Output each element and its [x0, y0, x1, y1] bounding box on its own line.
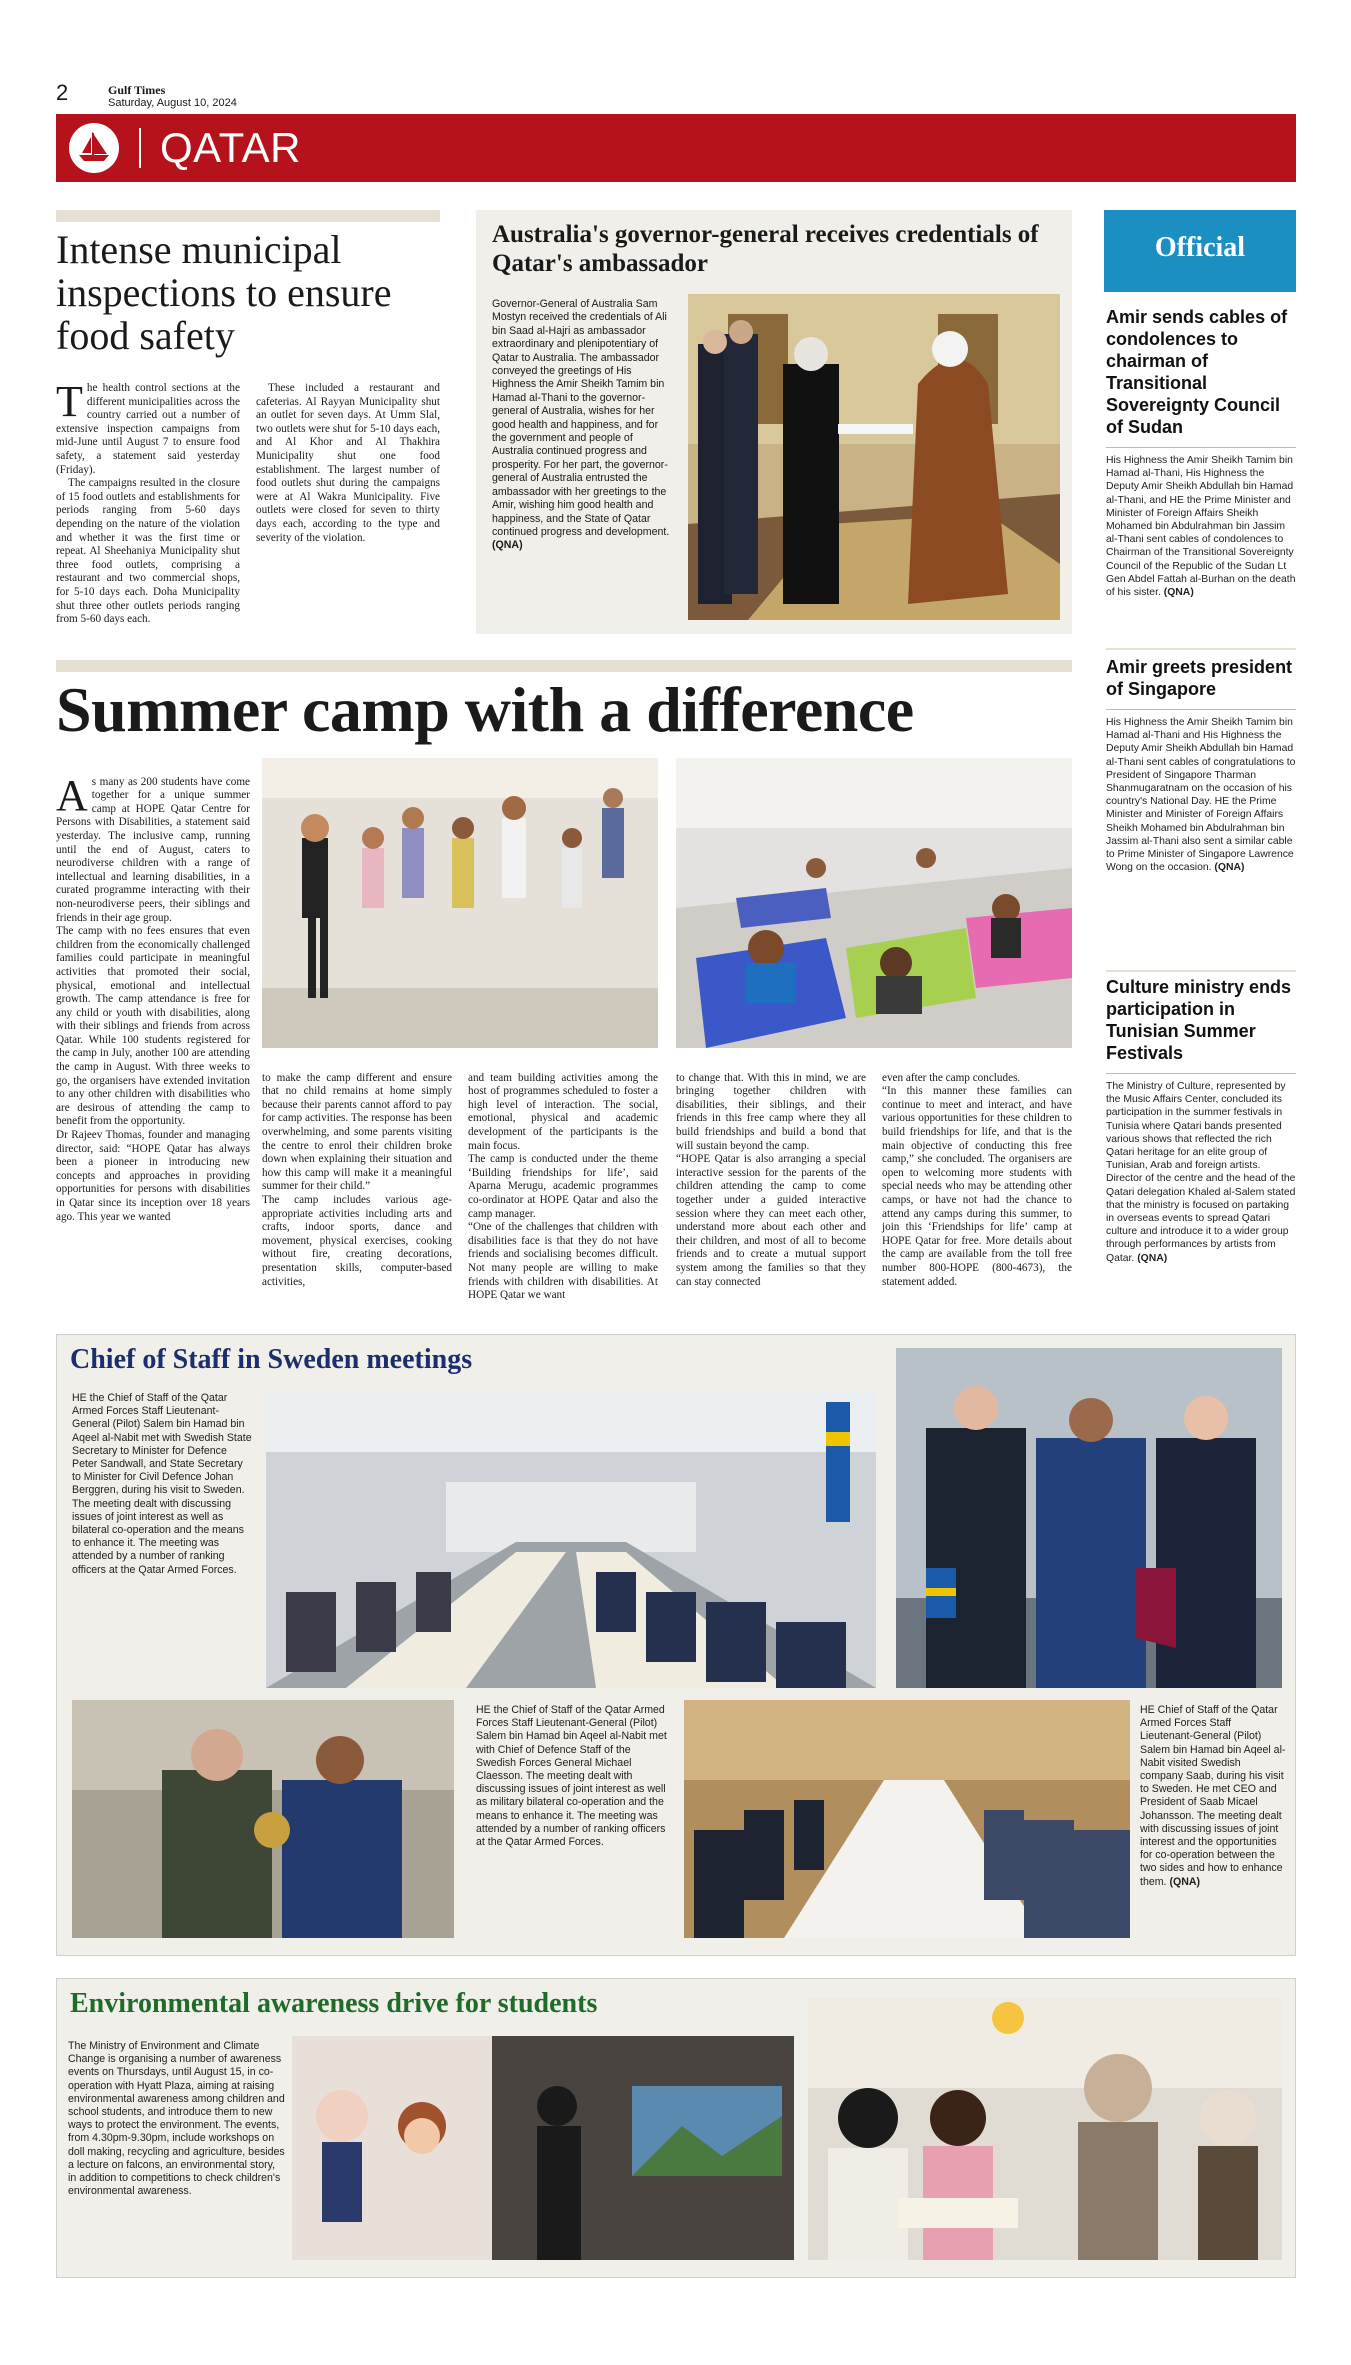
- sweden-credit: (QNA): [1169, 1875, 1201, 1888]
- environment-headline: Environmental awareness drive for students: [70, 1988, 598, 2019]
- australia-body: [492, 298, 670, 553]
- camp-text: to change that. With this in mind, we are bringing together children with disabilities, their siblings, and their friends in this free camp where they all build friendships and build a bond that will sustain beyond the camp. “HOPE Qatar is also arranging a special interactive session for the parents of the children attending the camp to come together under a guided interactive session where they can meet each other, understand more about each other and their children, and most of all to become friends and to create a mutual support system among the families so that they can stay connected: [676, 1071, 866, 1288]
- credentials-photo: [688, 294, 1060, 620]
- australia-headline: Australia's governor-general receives credentials of Qatar's ambassador: [492, 221, 1039, 277]
- camp-text: to make the camp different and ensure that no child remains at home simply because their parents cannot afford to pay for camp activities. The response has been overwhelming, and some parents visiting the centre to enrol their children broke down when explaining their situation and how this camp will make it a meaningful summer for their child.” The camp includes various age-appropriate activities including arts and crafts, indoor sports, dance and movement, physical exercises, cooking without fire, creating decorations, presentation skills, computer-based activities,: [262, 1071, 452, 1288]
- food-paragraph: The health control sections at the different municipalities across the country carried out a number of extensive inspection campaigns from mid-June until August 7 to ensure food safety, a statement said yesterday (Friday).: [56, 377, 240, 476]
- sidebar-item: [1106, 656, 1296, 874]
- environment-workshop-photo: [808, 1998, 1282, 2260]
- camp-col1: [56, 762, 250, 1322]
- sidebar-divider: [1106, 970, 1296, 972]
- sweden-caption-1: HE the Chief of Staff of the Qatar Armed Forces Staff Lieutenant-General (Pilot) Salem bin Hamad bin Aqeel al-Nabit met with Swedish State Secretary to Minister for Defence Peter Sandwall, and State Secretary to Minister for Civil Defence Johan Berggren, during his visit to Sweden. The meeting dealt with discussing issues of joint interest as well as bilateral co-operation and the means to enhance it. The meeting was attended by a number of ranking officers at the Qatar Armed Forces.: [72, 1392, 252, 1576]
- sidebar-rule: [1106, 438, 1296, 448]
- sweden-headline: Chief of Staff in Sweden meetings: [70, 1344, 473, 1375]
- sidebar-item: [1106, 306, 1296, 599]
- dhow-logo-icon: [69, 123, 119, 173]
- sweden-caption-2: HE the Chief of Staff of the Qatar Armed Forces Staff Lieutenant-General (Pilot) Salem bin Hamad bin Aqeel al-Nabit met with Chief of Defence Staff of the Swedish Forces General Michael Claesson. The meeting dealt with discussing issues of joint interest as well as military bilateral co-operation and the means to enhance it. The meeting was attended by a number of ranking officers at the Qatar Armed Forces.: [476, 1704, 667, 1849]
- sidebar-headline: Amir greets president of Singapore: [1106, 657, 1293, 699]
- camp-text: As many as 200 students have come together for a unique summer camp at HOPE Qatar Centre for Persons with Disabilities, a statement said yesterday. The inclusive camp, running until the end of August, caters to neurodiverse children with a range of intellectual and learning disabilities, in a curated programme interacting with their non-neurodiverse peers, their siblings and friends in their age group. The camp with no fees ensures that even children from the economically challenged families could participate in meaningful activities that promoted their social, physical, emotional and intellectual growth. The camp attendance is free for any child or youth with disabilities, along with their siblings and friends from across Qatar. While 100 students registered for the camp in July, another 100 are attending the camp in August. With three weeks to go, the organisers have extended invitation to any other children with disabilities who are desirous of attending the camp to benefit from the opportunity. Dr Rajeev Thomas, founder and managing director, said: “HOPE Qatar has always been a pioneer in introducing new concepts and approaches in providing opportunities for persons with disabilities in Qatar since its inception over 18 years ago. This year we wanted: [56, 770, 250, 1223]
- sidebar-credit: (QNA): [1137, 1252, 1168, 1264]
- australia-body-text: Governor-General of Australia Sam Mostyn received the credentials of Ali bin Saad al-Hajri as ambassador extraordinary and plenipotentiary of Qatar to Australia. The ambassador conveyed the greetings of His Highness the Amir Sheikh Tamim bin Hamad al-Thani to the governor-general of Australia, wishes for her good health and happiness, and for the government and people of Australia continued progress and prosperity. For her part, the governor-general of Australia entrusted the ambassador with her greetings to the Amir, wishing him good health and happiness, and the State of Qatar continued progress and development.: [492, 298, 670, 538]
- food-headline: Intense municipal inspections to ensure food safety: [56, 227, 392, 358]
- camp-col3: [468, 1058, 658, 1322]
- sidebar-body: His Highness the Amir Sheikh Tamim bin Hamad al-Thani and His Highness the Deputy Amir Sheikh Abdullah bin Hamad al-Thani sent cables of congratulations to President of Singapore Tharman Shanmugaratnam on the occasion of his country's National Day. HE the Prime Minister and Minister of Foreign Affairs Sheikh Mohamed bin Abdulrahman bin Jassim al-Thani also sent a similar cable to Prime Minister of Singapore Lawrence Wong on the occasion. (QNA): [1106, 717, 1296, 874]
- page-number: 2: [56, 80, 69, 105]
- environment-dolls-photo: [292, 2036, 794, 2260]
- official-label: Official: [1154, 232, 1246, 263]
- sidebar-rule: [1106, 700, 1296, 710]
- food-body: [56, 377, 440, 637]
- food-paragraph: The campaigns resulted in the closure of 15 food outlets and establishments for periods ranging from 5-60 days depending on the nature of the violation and whether it was the first time or repeat. Al Sheehaniya Municipality shut three food outlets, comprising a restaurant and two commercial shops, for 5-10 days each. Doha Municipality shut three other outlets periods ranging from 5-60 days each.: [56, 477, 240, 626]
- camp-col4: [676, 1058, 866, 1322]
- camp-col2: [262, 1058, 452, 1322]
- camp-text: even after the camp concludes. “In this manner these families can continue to meet and interact, and have various opportunities for these children to build friendships for life, and that is the main objective of conducting this free camp,” she concluded. The organisers are open to welcoming more students with special needs who may be attending other camps, or have not had the chance to attend any camps during this summer, to join this ‘Friendships for life’ camp at HOPE Qatar for free. More details about the camp are available from the toll free number 800-HOPE (800-4673), the statement added.: [882, 1071, 1072, 1288]
- camp-dance-photo: [262, 758, 658, 1048]
- banner-divider: [139, 128, 141, 168]
- camp-headline: Summer camp with a difference: [56, 674, 914, 745]
- food-paragraph: These included a restaurant and cafeterias. Al Rayyan Municipality shut an outlet for seven days. At Umm Slal, two outlets were shut for 5-10 days each, and Al Khor and Al Thakhira Municipality shut one food establishment. The largest number of food outlets shut during the campaigns were at Al Wakra Municipality. Five outlets were closed for seven to thirty days each, according to the type and severity of the violation.: [256, 382, 440, 544]
- sidebar-body: The Ministry of Culture, represented by the Music Affairs Center, concluded its participation in the summer festivals in Tunisia where Qatari bands presented various shows that reflected the rich Qatari heritage for an elite group of Tunisian, Arab and foreign artists. Director of the centre and the head of the Qatari delegation Khaled al-Salem stated that the ministry is focused on partaking in overseas events to spread Qatari culture and introduce it to a wider group through performances by artists from Qatar. (QNA): [1106, 1081, 1296, 1264]
- sidebar-headline: Culture ministry ends participation in Tunisian Summer Festivals: [1106, 977, 1292, 1063]
- section-title: QATAR: [160, 124, 301, 171]
- rule-bar: [56, 660, 1072, 672]
- paper-name: Gulf Times: [108, 83, 166, 97]
- issue-date: Saturday, August 10, 2024: [108, 97, 237, 109]
- sidebar-credit: (QNA): [1163, 587, 1194, 599]
- camp-text: and team building activities among the host of programmes scheduled to foster a high level of interaction. The social, emotional, physical and academic development of the participants is the main focus. The camp is conducted under the theme ‘Building friendships for life’, said Aparna Merugu, academic programmes co-ordinator at HOPE Qatar and also the camp manager. “One of the challenges that children with disabilities face is that they do not have friends and socialising becomes difficult. Not many people are willing to make friends with children with disabilities. At HOPE Qatar we want: [468, 1071, 658, 1302]
- sweden-meeting-photo: [266, 1392, 876, 1688]
- sweden-gift-photo: [72, 1700, 454, 1938]
- camp-col5: [882, 1058, 1072, 1322]
- sweden-caption-3: HE Chief of Staff of the Qatar Armed Forces Staff Lieutenant-General (Pilot) Salem bin Hamad bin Aqeel al-Nabit visited Swedish company Saab, during his visit to Sweden. He met CEO and President of Saab Micael Johansson. The meeting dealt with discussing issues of joint interest and the opportunities for co-operation between the two sides and how to enhance them. (QNA): [1140, 1704, 1286, 1888]
- sidebar-credit: (QNA): [1214, 862, 1245, 874]
- sidebar-body: His Highness the Amir Sheikh Tamim bin Hamad al-Thani, His Highness the Deputy Amir Sheikh Abdullah bin Hamad al-Thani, and HE the Prime Minister and Minister of Foreign Affairs Sheikh Mohamed bin Abdulrahman bin Jassim al-Thani sent cables of condolences to Chairman of the Transitional Sovereignty Council of the Republic of the Sudan Lt Gen Abdel Fattah al-Burhan on the death of his sister. (QNA): [1106, 455, 1296, 599]
- sweden-flags-photo: [896, 1348, 1282, 1688]
- sidebar-item: [1106, 976, 1296, 1265]
- rule-bar: [56, 210, 440, 222]
- sidebar-divider: [1106, 648, 1296, 650]
- camp-yoga-photo: [676, 758, 1072, 1048]
- australia-credit: (QNA): [492, 539, 523, 552]
- environment-body: The Ministry of Environment and Climate Change is organising a number of awareness events on Thursdays, until August 15, in co-operation with Hyatt Plaza, aiming at raising environmental awareness among children and school students, and introduce them to new ways to protect the environment. The events, from 4.30pm-9.30pm, include workshops on doll making, recycling and agriculture, besides a lecture on falcons, an environmental story, in addition to competitions to check children's environmental awareness.: [68, 2040, 285, 2198]
- sidebar-rule: [1106, 1064, 1296, 1074]
- section-banner: [56, 114, 1296, 182]
- sweden-dinner-photo: [684, 1700, 1130, 1938]
- sidebar-headline: Amir sends cables of condolences to chairman of Transitional Sovereignty Council of Sudan: [1106, 307, 1288, 437]
